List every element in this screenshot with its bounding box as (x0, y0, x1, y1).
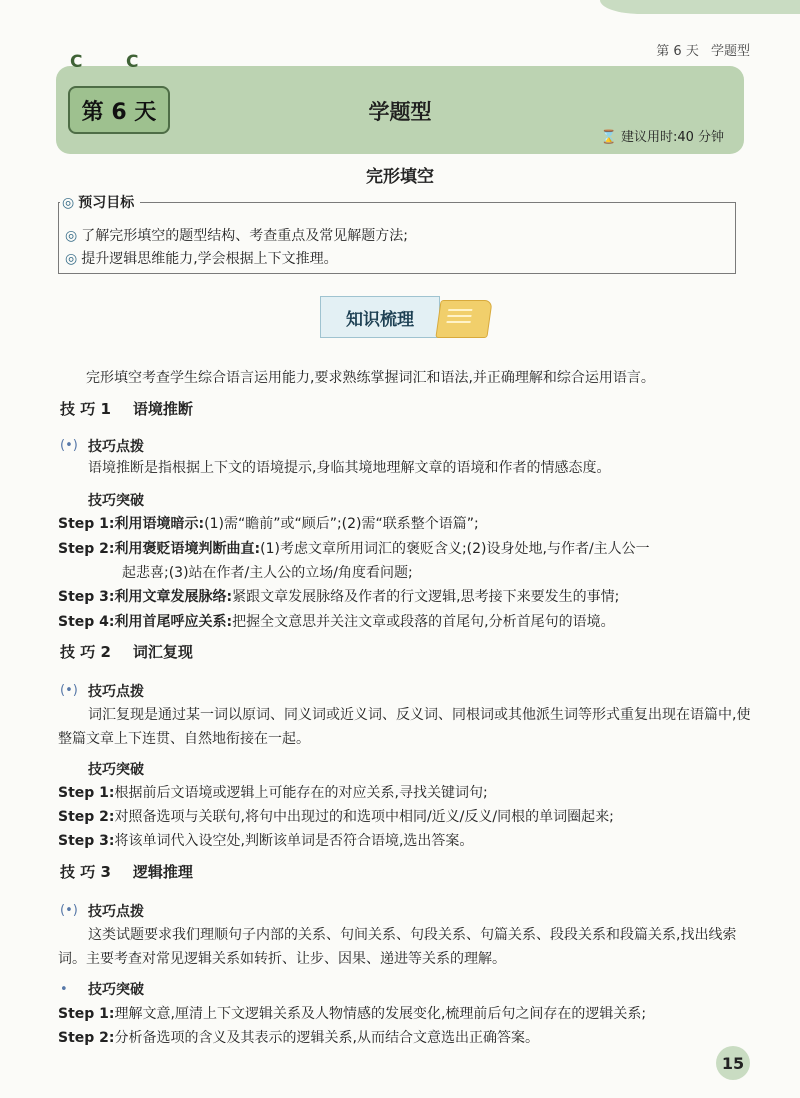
tip-label: 技巧点拨 (88, 684, 144, 700)
goal-item: ◎ 提升逻辑思维能力,学会根据上下文推理。 (65, 251, 338, 267)
day-tag: 第 6 天 (68, 86, 170, 134)
section-title: 完形填空 (366, 167, 434, 187)
step-line: Step 2:分析备选项的含义及其表示的逻辑关系,从而结合文意选出正确答案。 (58, 1030, 539, 1046)
signal-icon: (•) (60, 438, 78, 453)
tip-paragraph: 这类试题要求我们理顺句子内部的关系、句间关系、句段关系、句篇关系、段段关系和段篇关系,找出线索词。主要考查对常见逻辑关系如转折、让步、因果、递进等关系的理解。 (58, 927, 737, 967)
duration-text: 建议用时:40 分钟 (620, 130, 724, 145)
day-banner (56, 52, 744, 154)
suggested-duration (601, 126, 724, 145)
technique-title: 技 巧 2 词汇复现 (60, 643, 193, 661)
technique-title: 技 巧 1 语境推断 (60, 400, 193, 418)
hourglass-icon: ⌛ (600, 130, 617, 145)
breakthrough-label: 技巧突破 (88, 982, 144, 998)
step-line: Step 4:利用首尾呼应关系:把握全文意思并关注文章或段落的首尾句,分析首尾句的语境。 (58, 614, 615, 630)
step-line: Step 3:利用文章发展脉络:紧跟文章发展脉络及作者的行文逻辑,思考接下来要发生的事情; (58, 589, 620, 605)
step-line: Step 3:将该单词代入设空处,判断该单词是否符合语境,选出答案。 (58, 833, 474, 849)
goals-label: ◎ 预习目标 (60, 192, 140, 212)
circle-bullet-icon: ◎ (65, 251, 78, 267)
tip-paragraph: 语境推断是指根据上下文的语境提示,身临其境地理解文章的语境和作者的情感态度。 (88, 460, 611, 476)
target-icon: ◎ (62, 195, 75, 211)
signal-icon: • (60, 982, 68, 997)
binder-ring-icon: C (70, 52, 83, 72)
goals-box (58, 202, 736, 274)
book-icon (435, 300, 492, 338)
banner-title: 学题型 (368, 100, 432, 124)
signal-icon: (•) (60, 903, 78, 918)
breakthrough-label: 技巧突破 (88, 762, 144, 778)
breakthrough-label: 技巧突破 (88, 493, 144, 509)
technique-title: 技 巧 3 逻辑推理 (60, 863, 193, 881)
step-line: Step 2:对照备选项与关联句,将句中出现过的和选项中相同/近义/反义/同根的单词圈起来; (58, 809, 614, 825)
circle-bullet-icon: ◎ (65, 228, 78, 244)
intro-paragraph: 完形填空考查学生综合语言运用能力,要求熟练掌握词汇和语法,并正确理解和综合运用语言。 (86, 370, 655, 386)
step-line: Step 1:根据前后文语境或逻辑上可能存在的对应关系,寻找关键词句; (58, 785, 488, 801)
step-line: Step 2:利用褒贬语境判断曲直:(1)考虑文章所用词汇的褒贬含义;(2)设身处地,与作者/主人公一 起悲喜;(3)站在作者/主人公的立场/角度看问题; (58, 541, 650, 581)
goal-item: ◎ 了解完形填空的题型结构、考查重点及常见解题方法; (65, 228, 408, 244)
header-day: 第 6 天 (656, 44, 699, 59)
tip-paragraph: 词汇复现是通过某一词以原词、同义词或近义词、反义词、同根词或其他派生词等形式重复出现在语篇中,使整篇文章上下连贯、自然地衔接在一起。 (58, 707, 751, 747)
step-line: Step 1:利用语境暗示:(1)需“瞻前”或“顾后”;(2)需“联系整个语篇”; (58, 516, 479, 532)
running-header (648, 40, 750, 59)
step-line: Step 1:理解文意,厘清上下文逻辑关系及人物情感的发展变化,梳理前后句之间存在的逻辑关系; (58, 1006, 647, 1022)
tip-label: 技巧点拨 (88, 439, 144, 455)
page-number: 15 (716, 1046, 750, 1080)
signal-icon: (•) (60, 683, 78, 698)
knowledge-heading: 知识梳理 (320, 296, 440, 338)
binder-ring-icon: C (126, 52, 139, 72)
corner-decoration (600, 0, 800, 14)
header-section: 学题型 (710, 44, 750, 59)
tip-label: 技巧点拨 (88, 904, 144, 920)
